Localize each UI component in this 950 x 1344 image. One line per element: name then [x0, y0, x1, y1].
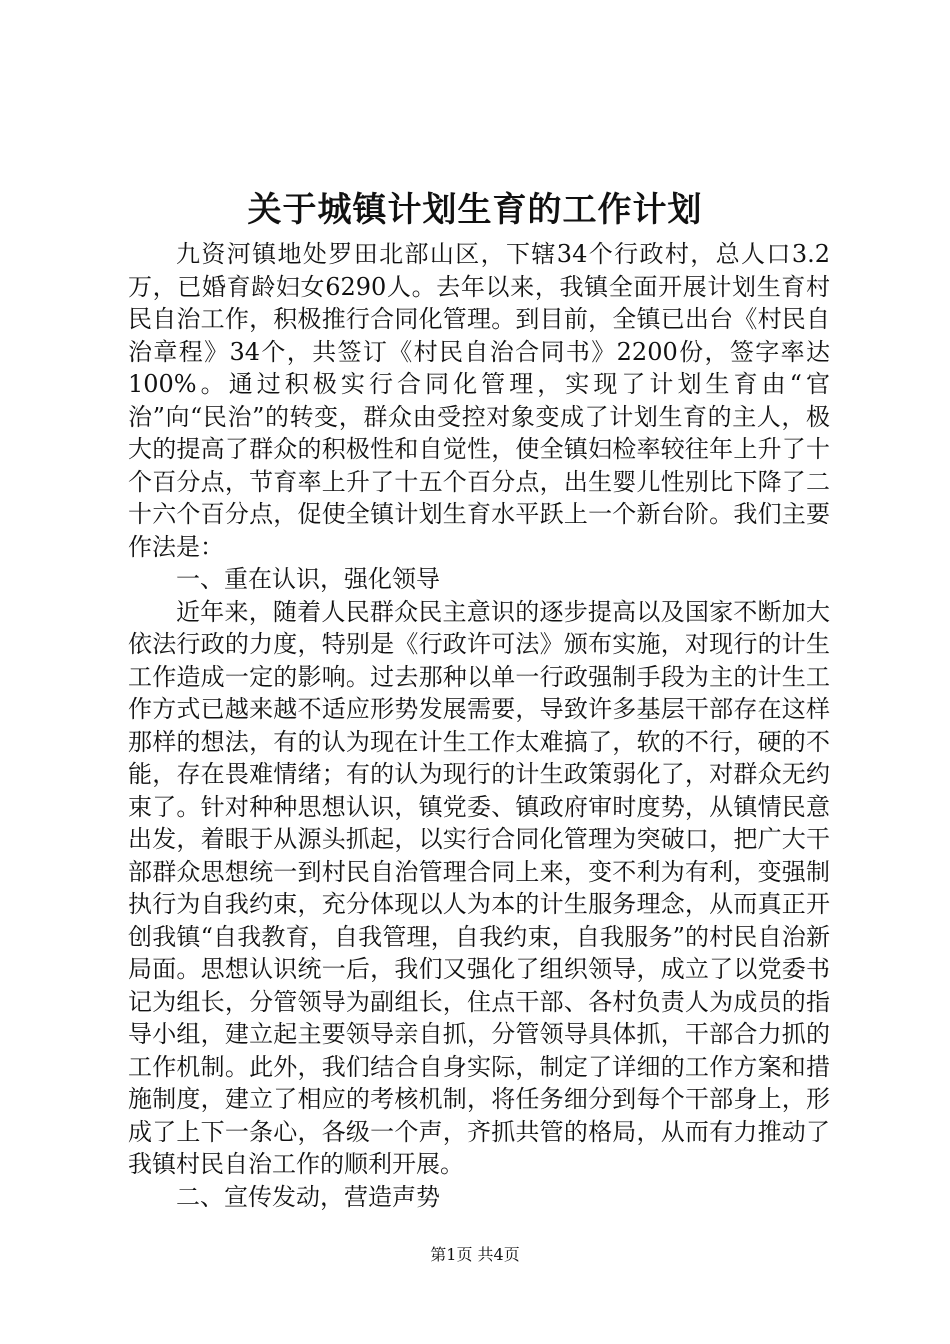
paragraph-section-1: 近年来，随着人民群众民主意识的逐步提高以及国家不断加大依法行政的力度，特别是《行政许可法》颁布实施，对现行的计生工作造成一定的影响。过去那种以单一行政强制手段为主的计生工作方式已越来越不适应形势发展需要，导致许多基层干部存在这样那样的想法，有的认为现在计生工作太难搞了，软的不行，硬的不能，存在畏难情绪；有的认为现行的计生政策弱化了，对群众无约束了。针对种种思想认识，镇党委、镇政府审时度势，从镇情民意出发，着眼于从源头抓起，以实行合同化管理为突破口，把广大干部群众思想统一到村民自治管理合同上来，变不利为有利，变强制执行为自我约束，充分体现以人为本的计生服务理念，从而真正开创我镇“自我教育，自我管理，自我约束，自我服务”的村民自治新局面。思想认识统一后，我们又强化了组织领导，成立了以党委书记为组长，分管领导为副组长，住点干部、各村负责人为成员的指导小组，建立起主要领导亲自抓，分管领导具体抓，干部合力抓的工作机制。此外，我们结合自身实际，制定了详细的工作方案和措施制度，建立了相应的考核机制，将任务细分到每个干部身上，形成了上下一条心，各级一个声，齐抓共管的格局，从而有力推动了我镇村民自治工作的顺利开展。 — [128, 597, 830, 1178]
page-number-footer: 第1页 共4页 — [430, 1245, 520, 1264]
document-body — [128, 238, 830, 1213]
paragraph-intro: 九资河镇地处罗田北部山区，下辖34个行政村，总人口3.2万，已婚育龄妇女6290人。去年以来，我镇全面开展计划生育村民自治工作，积极推行合同化管理。到目前，全镇已出台《村民自治章程》34个，共签订《村民自治合同书》2200份，签字率达100%。通过积极实行合同化管理，实现了计划生育由“官治”向“民治”的转变，群众由受控对象变成了计划生育的主人，极大的提高了群众的积极性和自觉性，使全镇妇检率较往年上升了十个百分点，节育率上升了十五个百分点，出生婴儿性别比下降了二十六个百分点，促使全镇计划生育水平跃上一个新台阶。我们主要作法是： — [128, 240, 830, 561]
document-title: 关于城镇计划生育的工作计划 — [247, 190, 703, 230]
section-heading-1: 一、重在认识，强化领导 — [176, 565, 440, 593]
section-heading-2: 二、宣传发动，营造声势 — [176, 1182, 440, 1211]
